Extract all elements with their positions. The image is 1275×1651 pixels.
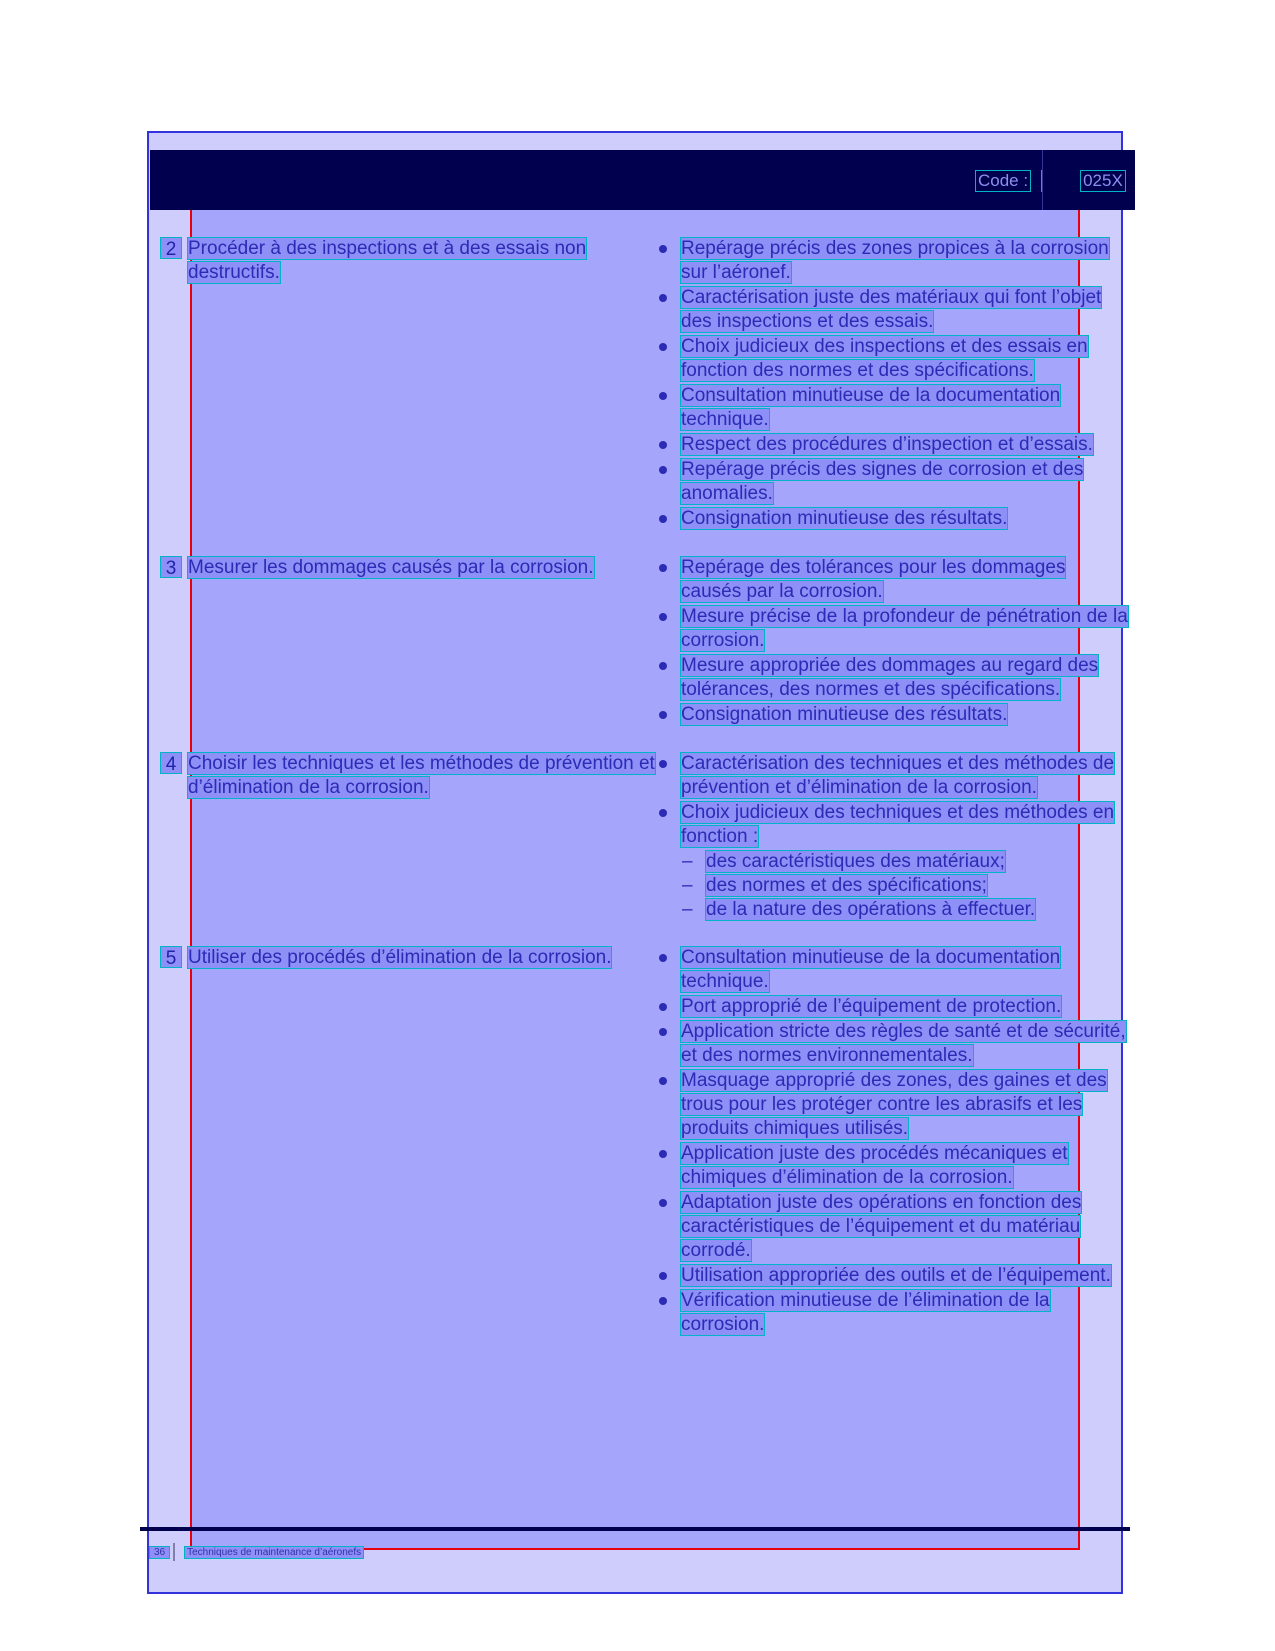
bullet-icon bbox=[659, 564, 667, 572]
subitem-text: des normes et des spécifications; bbox=[706, 875, 987, 896]
course-code bbox=[975, 169, 1126, 193]
criterion-text: Mesure précise de la profondeur de pénétration de la corrosion. bbox=[681, 606, 1128, 651]
bullet-icon bbox=[659, 515, 667, 523]
bullet-icon bbox=[659, 343, 667, 351]
bullet-icon bbox=[659, 466, 667, 474]
criterion-item bbox=[658, 1191, 1130, 1263]
bullet-icon bbox=[659, 1077, 667, 1085]
criterion-text: Repérage des tolérances pour les dommages causés par la corrosion. bbox=[681, 557, 1066, 602]
criterion-item bbox=[658, 801, 1130, 849]
competency-number: 4 bbox=[160, 752, 182, 774]
program-title: Techniques de maintenance d’aéronefs bbox=[187, 1546, 362, 1558]
criterion-item bbox=[658, 605, 1130, 653]
criterion-item bbox=[658, 1020, 1130, 1068]
competency-title bbox=[188, 237, 658, 532]
bullet-icon bbox=[659, 441, 667, 449]
criterion-text: Application stricte des règles de santé et de sécurité, et des normes environnementales. bbox=[681, 1021, 1126, 1066]
competency-row bbox=[160, 752, 1130, 922]
footer-separator bbox=[173, 1543, 175, 1561]
bullet-icon bbox=[659, 760, 667, 768]
criterion-subitem bbox=[658, 898, 1130, 922]
competency-title-text: Mesurer les dommages causés par la corrosion. bbox=[188, 557, 594, 578]
bullet-icon bbox=[659, 1199, 667, 1207]
criterion-item bbox=[658, 507, 1130, 531]
code-value: 025X bbox=[1080, 170, 1126, 192]
criterion-text: Repérage précis des zones propices à la corrosion sur l’aéronef. bbox=[681, 238, 1109, 283]
competency-number: 3 bbox=[160, 556, 182, 578]
criterion-text: Respect des procédures d’inspection et d’essais. bbox=[681, 434, 1093, 455]
criterion-text: Mesure appropriée des dommages au regard des tolérances, des normes et des spécifications. bbox=[681, 655, 1099, 700]
competency-title bbox=[188, 556, 658, 728]
bullet-icon bbox=[659, 711, 667, 719]
criterion-item bbox=[658, 1289, 1130, 1337]
criterion-text: Caractérisation des techniques et des méthodes de prévention et d’élimination de la corrosion. bbox=[681, 753, 1115, 798]
criteria-list bbox=[658, 752, 1130, 922]
criterion-item bbox=[658, 1069, 1130, 1141]
competency-row bbox=[160, 946, 1130, 1338]
criterion-text: Consignation minutieuse des résultats. bbox=[681, 704, 1008, 725]
criterion-item bbox=[658, 335, 1130, 383]
criterion-text: Consultation minutieuse de la documentation technique. bbox=[681, 385, 1061, 430]
criterion-item bbox=[658, 703, 1130, 727]
bullet-icon bbox=[659, 662, 667, 670]
dash-icon: – bbox=[682, 851, 693, 872]
criterion-item bbox=[658, 286, 1130, 334]
competency-number: 5 bbox=[160, 946, 182, 968]
criterion-text: Utilisation appropriée des outils et de l’équipement. bbox=[681, 1265, 1111, 1286]
code-separator bbox=[1041, 170, 1042, 192]
dash-icon: – bbox=[682, 899, 693, 920]
criterion-item bbox=[658, 458, 1130, 506]
competency-number: 2 bbox=[160, 237, 182, 259]
competency-title-text: Procéder à des inspections et à des essais non destructifs. bbox=[188, 238, 587, 283]
criterion-text: Port approprié de l’équipement de protection. bbox=[681, 996, 1062, 1017]
bullet-icon bbox=[659, 809, 667, 817]
bullet-icon bbox=[659, 954, 667, 962]
competency-title-text: Choisir les techniques et les méthodes de prévention et d’élimination de la corrosion. bbox=[188, 753, 655, 798]
criterion-text: Choix judicieux des inspections et des essais en fonction des normes et des spécifications. bbox=[681, 336, 1088, 381]
footer-rule bbox=[140, 1527, 1130, 1531]
bullet-icon bbox=[659, 294, 667, 302]
criterion-item bbox=[658, 1142, 1130, 1190]
criterion-text: Masquage approprié des zones, des gaines et des trous pour les protéger contre les abrasifs et les produits chimiques utilisés. bbox=[681, 1070, 1107, 1139]
dash-icon: – bbox=[682, 875, 693, 896]
competency-row bbox=[160, 237, 1130, 532]
criterion-text: Choix judicieux des techniques et des méthodes en fonction : bbox=[681, 802, 1115, 847]
criteria-list bbox=[658, 946, 1130, 1338]
criterion-text: Consignation minutieuse des résultats. bbox=[681, 508, 1008, 529]
competency-title bbox=[188, 752, 658, 922]
competency-table bbox=[160, 237, 1130, 1362]
criterion-item bbox=[658, 384, 1130, 432]
criterion-text: Repérage précis des signes de corrosion et des anomalies. bbox=[681, 459, 1084, 504]
criterion-text: Vérification minutieuse de l’élimination de la corrosion. bbox=[681, 1290, 1050, 1335]
criterion-subitem bbox=[658, 850, 1130, 874]
criterion-text: Consultation minutieuse de la documentation technique. bbox=[681, 947, 1061, 992]
criterion-item bbox=[658, 995, 1130, 1019]
criterion-item bbox=[658, 1264, 1130, 1288]
bullet-icon bbox=[659, 1297, 667, 1305]
subitem-text: de la nature des opérations à effectuer. bbox=[706, 899, 1036, 920]
criterion-item bbox=[658, 946, 1130, 994]
bullet-icon bbox=[659, 392, 667, 400]
criteria-list bbox=[658, 237, 1130, 532]
bullet-icon bbox=[659, 613, 667, 621]
footer bbox=[150, 1543, 363, 1561]
bullet-icon bbox=[659, 1003, 667, 1011]
criterion-item bbox=[658, 654, 1130, 702]
criterion-item bbox=[658, 752, 1130, 800]
code-label: Code : bbox=[975, 170, 1031, 192]
criteria-list bbox=[658, 556, 1130, 728]
competency-title-text: Utiliser des procédés d’élimination de la corrosion. bbox=[188, 947, 612, 968]
competency-row bbox=[160, 556, 1130, 728]
criterion-item bbox=[658, 556, 1130, 604]
criterion-item bbox=[658, 237, 1130, 285]
bullet-icon bbox=[659, 1028, 667, 1036]
page-number: 36 bbox=[150, 1547, 169, 1558]
criterion-text: Adaptation juste des opérations en fonction des caractéristiques de l’équipement et du matériau corrodé. bbox=[681, 1192, 1082, 1261]
bullet-icon bbox=[659, 1272, 667, 1280]
competency-title bbox=[188, 946, 658, 1338]
bullet-icon bbox=[659, 1150, 667, 1158]
criterion-text: Caractérisation juste des matériaux qui font l’objet des inspections et des essais. bbox=[681, 287, 1102, 332]
criterion-text: Application juste des procédés mécaniques et chimiques d’élimination de la corrosion. bbox=[681, 1143, 1068, 1188]
criterion-item bbox=[658, 433, 1130, 457]
subitem-text: des caractéristiques des matériaux; bbox=[706, 851, 1005, 872]
criterion-subitem bbox=[658, 874, 1130, 898]
bullet-icon bbox=[659, 245, 667, 253]
